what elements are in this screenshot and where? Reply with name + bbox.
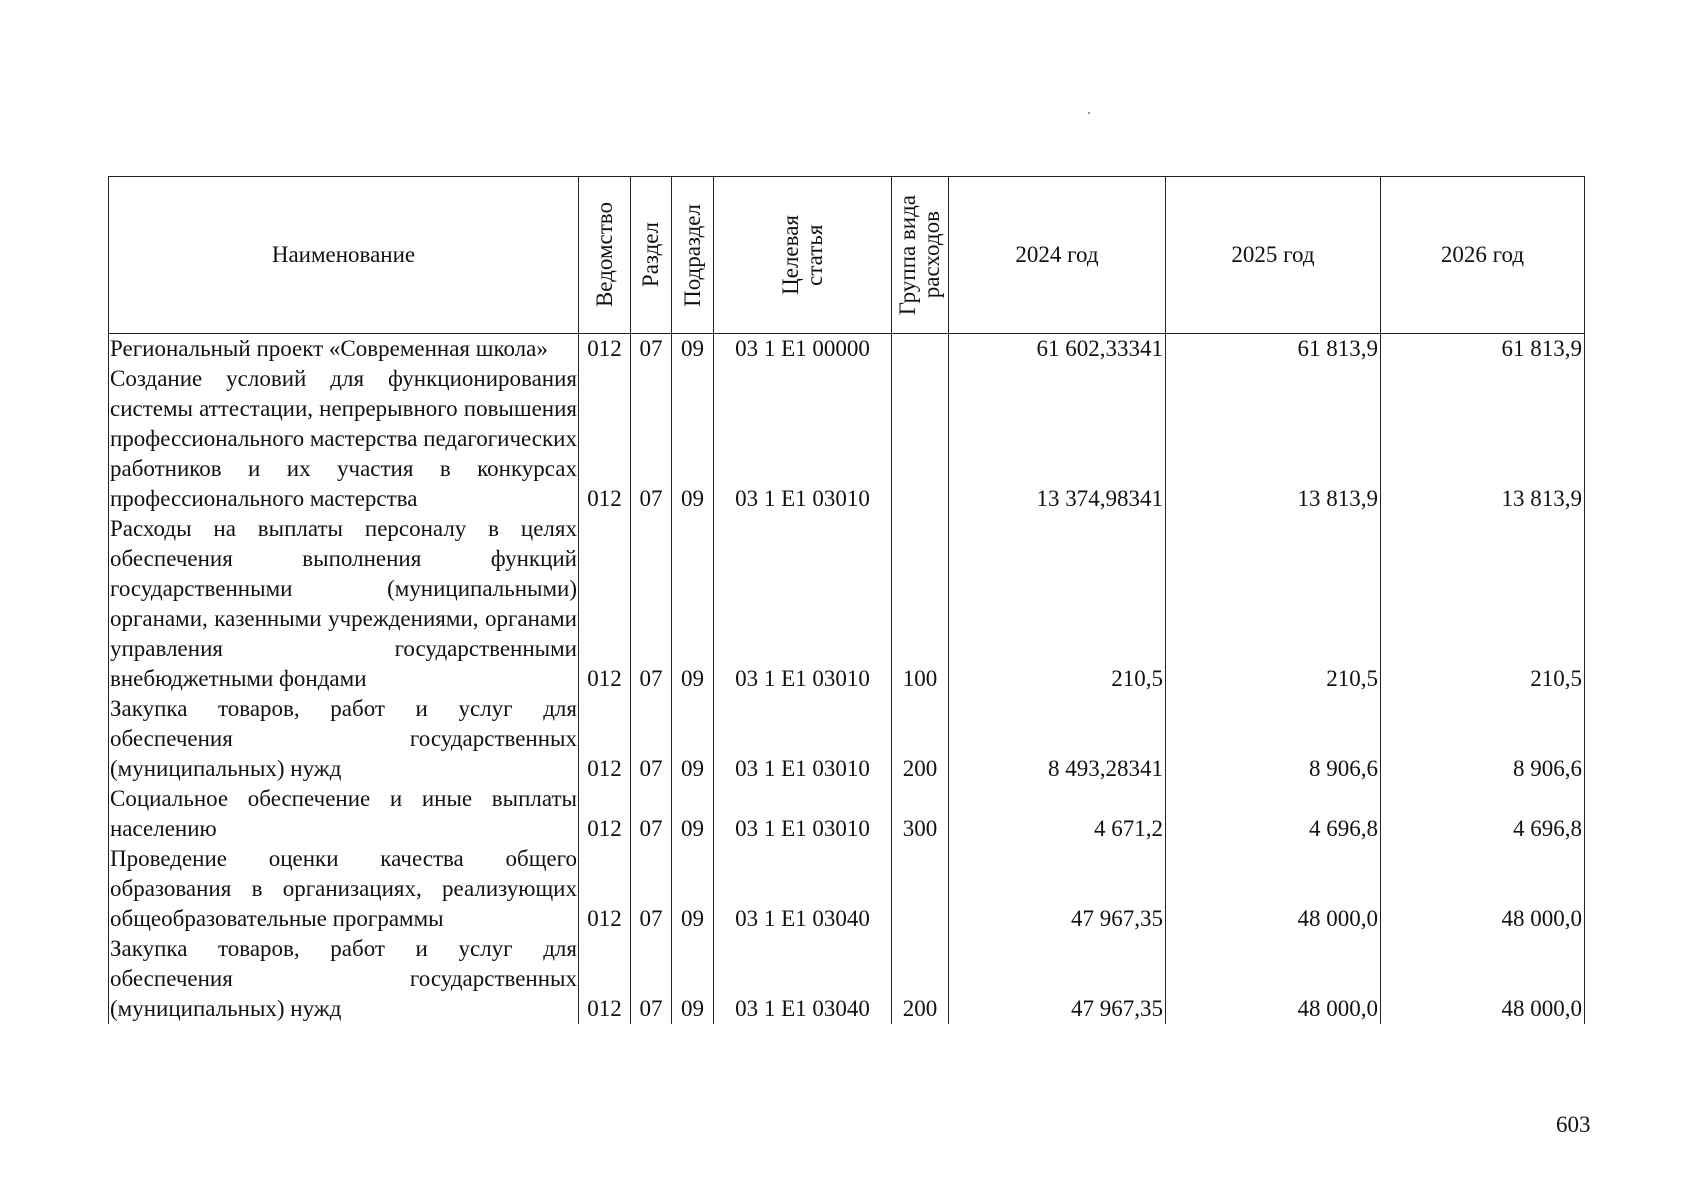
table-row <box>109 364 1585 514</box>
row-target: 03 1 Е1 03010 <box>714 784 892 844</box>
table-row <box>109 694 1585 784</box>
row-expense: 200 <box>892 694 949 784</box>
row-dept: 012 <box>579 334 631 365</box>
row-2026: 48 000,0 <box>1381 934 1585 1024</box>
row-target: 03 1 Е1 03010 <box>714 514 892 694</box>
row-section: 07 <box>631 694 672 784</box>
row-name: Закупка товаров, работ и услуг для обеспечения государственных (муниципальных) нужд <box>109 934 579 1024</box>
header-2025: 2025 год <box>1166 177 1381 334</box>
table-row <box>109 514 1585 694</box>
row-2026: 8 906,6 <box>1381 694 1585 784</box>
row-expense: 200 <box>892 934 949 1024</box>
row-2025: 48 000,0 <box>1166 934 1381 1024</box>
row-2026: 61 813,9 <box>1381 334 1585 365</box>
row-section: 07 <box>631 934 672 1024</box>
row-target: 03 1 Е1 03040 <box>714 844 892 934</box>
row-section: 07 <box>631 334 672 365</box>
budget-table <box>108 176 1585 1024</box>
row-name: Региональный проект «Современная школа» <box>109 334 579 365</box>
header-name: Наименование <box>109 177 579 334</box>
row-2025: 48 000,0 <box>1166 844 1381 934</box>
row-subsection: 09 <box>672 364 714 514</box>
row-2024: 47 967,35 <box>949 934 1166 1024</box>
table-row <box>109 334 1585 365</box>
row-2025: 4 696,8 <box>1166 784 1381 844</box>
table-row <box>109 844 1585 934</box>
row-subsection: 09 <box>672 694 714 784</box>
page-number: 603 <box>1556 1112 1591 1137</box>
row-name: Расходы на выплаты персоналу в целях обеспечения выполнения функций государственными (муниципальными) органами, казенными учреждениями, органами управления государственными внебюджетными фондами <box>109 514 579 694</box>
row-name: Создание условий для функционирования системы аттестации, непрерывного повышения профессионального мастерства педагогических работников и их участия в конкурсах профессионального мастерства <box>109 364 579 514</box>
row-2025: 8 906,6 <box>1166 694 1381 784</box>
row-subsection: 09 <box>672 514 714 694</box>
header-target: Целевая статья <box>714 177 892 334</box>
row-expense <box>892 844 949 934</box>
row-section: 07 <box>631 844 672 934</box>
row-target: 03 1 Е1 03010 <box>714 694 892 784</box>
row-dept: 012 <box>579 934 631 1024</box>
row-2024: 47 967,35 <box>949 844 1166 934</box>
row-section: 07 <box>631 364 672 514</box>
row-2025: 61 813,9 <box>1166 334 1381 365</box>
row-dept: 012 <box>579 784 631 844</box>
row-dept: 012 <box>579 514 631 694</box>
table-row <box>109 784 1585 844</box>
header-dept: Ведомство <box>579 177 631 334</box>
row-2024: 61 602,33341 <box>949 334 1166 365</box>
row-expense: 100 <box>892 514 949 694</box>
row-name: Социальное обеспечение и иные выплаты населению <box>109 784 579 844</box>
row-target: 03 1 Е1 03010 <box>714 364 892 514</box>
row-2024: 210,5 <box>949 514 1166 694</box>
row-subsection: 09 <box>672 784 714 844</box>
row-2026: 210,5 <box>1381 514 1585 694</box>
row-expense: 300 <box>892 784 949 844</box>
row-section: 07 <box>631 784 672 844</box>
header-section: Раздел <box>631 177 672 334</box>
header-subsection: Подраздел <box>672 177 714 334</box>
row-2025: 210,5 <box>1166 514 1381 694</box>
header-2026: 2026 год <box>1381 177 1585 334</box>
row-target: 03 1 Е1 03040 <box>714 934 892 1024</box>
row-section: 07 <box>631 514 672 694</box>
row-2026: 4 696,8 <box>1381 784 1585 844</box>
row-subsection: 09 <box>672 844 714 934</box>
table-row <box>109 934 1585 1024</box>
scan-speck <box>1088 112 1090 114</box>
row-2026: 13 813,9 <box>1381 364 1585 514</box>
row-subsection: 09 <box>672 334 714 365</box>
row-expense <box>892 334 949 365</box>
row-name: Закупка товаров, работ и услуг для обеспечения государственных (муниципальных) нужд <box>109 694 579 784</box>
header-expense: Группа вида расходов <box>892 177 949 334</box>
header-2024: 2024 год <box>949 177 1166 334</box>
row-dept: 012 <box>579 694 631 784</box>
row-2024: 4 671,2 <box>949 784 1166 844</box>
row-expense <box>892 364 949 514</box>
row-name: Проведение оценки качества общего образования в организациях, реализующих общеобразовательные программы <box>109 844 579 934</box>
row-dept: 012 <box>579 364 631 514</box>
row-2024: 8 493,28341 <box>949 694 1166 784</box>
row-subsection: 09 <box>672 934 714 1024</box>
row-dept: 012 <box>579 844 631 934</box>
table-header-row <box>109 177 1585 334</box>
row-2025: 13 813,9 <box>1166 364 1381 514</box>
row-target: 03 1 Е1 00000 <box>714 334 892 365</box>
row-2024: 13 374,98341 <box>949 364 1166 514</box>
row-2026: 48 000,0 <box>1381 844 1585 934</box>
